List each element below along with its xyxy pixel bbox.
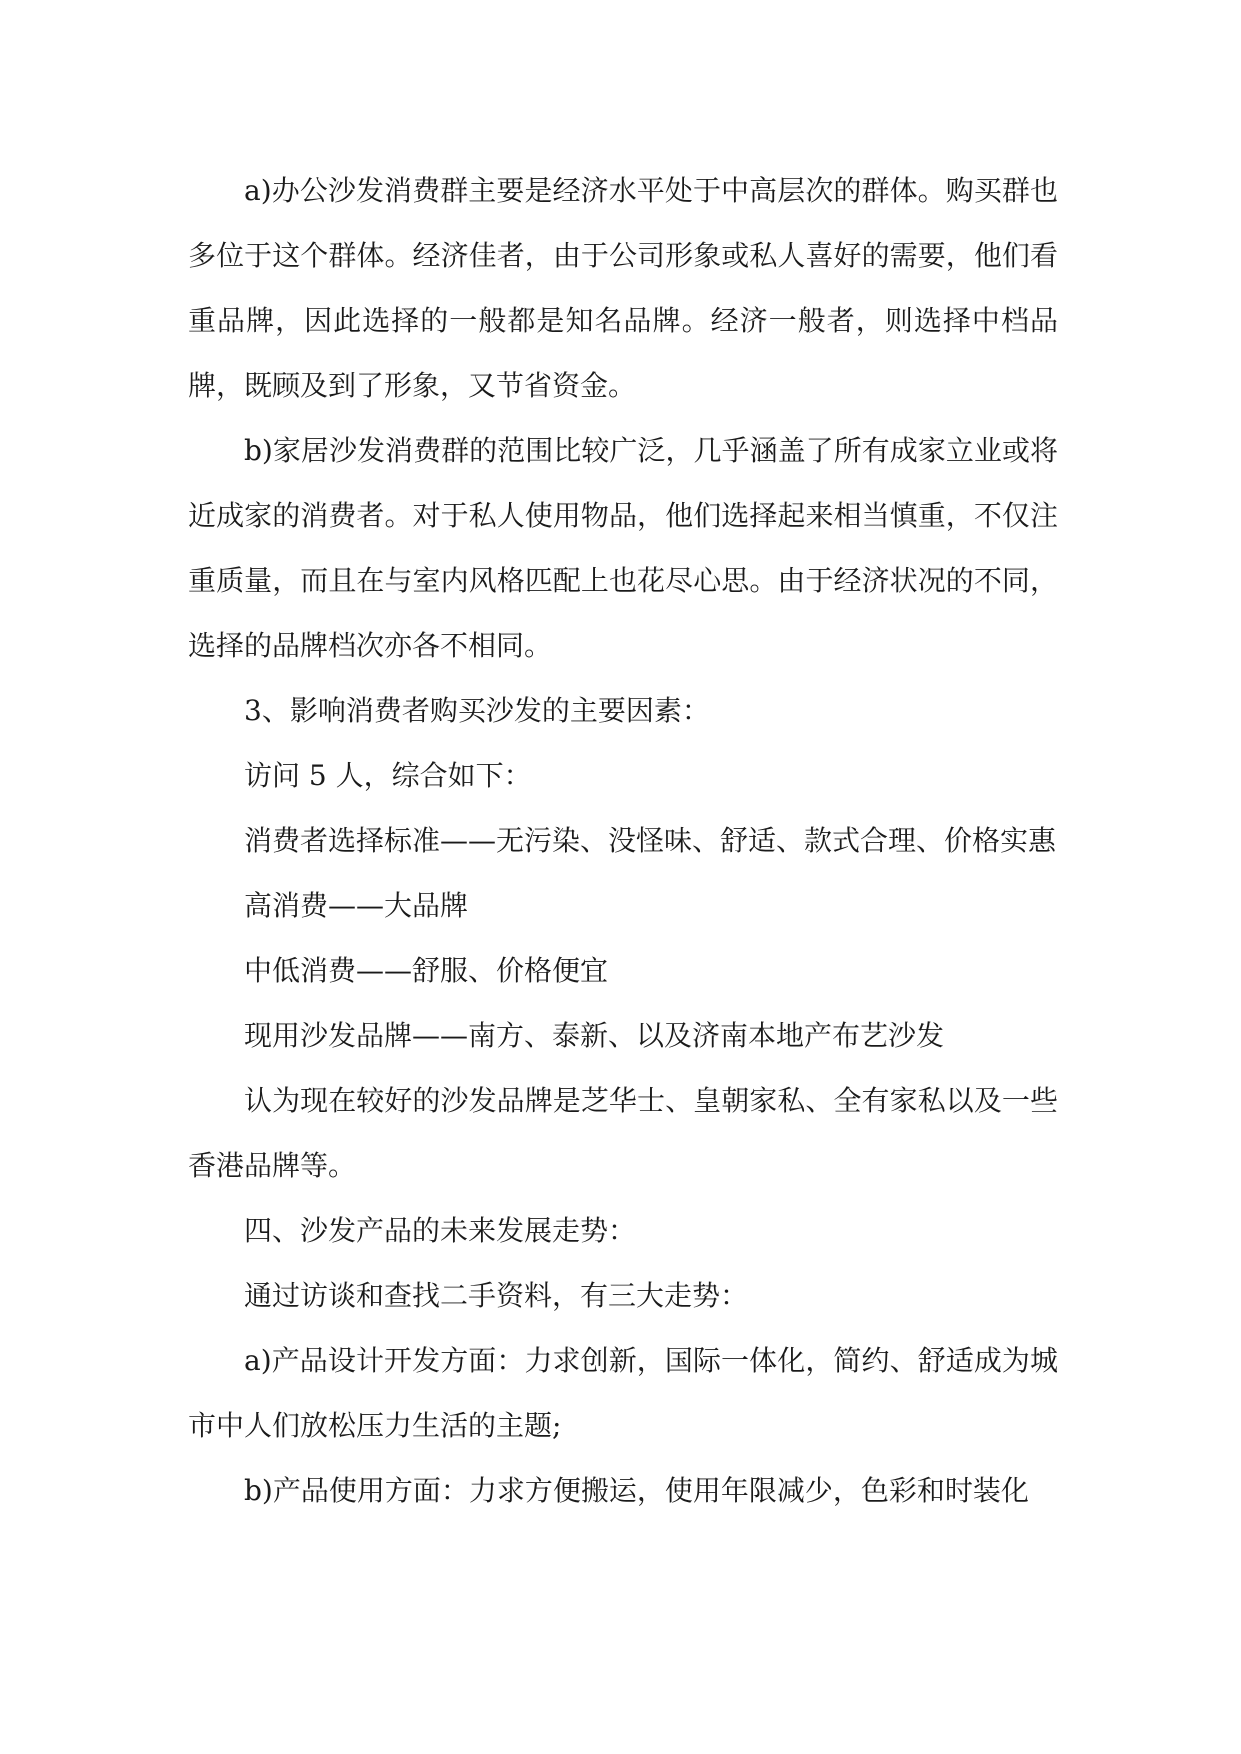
paragraph-trend-design: a)产品设计开发方面：力求创新，国际一体化，简约、舒适成为城市中人们放松压力生活的主题; bbox=[188, 1344, 1058, 1442]
paragraph-good-brands: 认为现在较好的沙发品牌是芝华士、皇朝家私、全有家私以及一些香港品牌等。 bbox=[188, 1084, 1058, 1182]
paragraph-three-trends: 通过访谈和查找二手资料，有三大走势： bbox=[244, 1279, 749, 1312]
document-body bbox=[188, 158, 1058, 1523]
paragraph-future-trends-heading: 四、沙发产品的未来发展走势： bbox=[244, 1214, 637, 1247]
paragraph-interview-summary: 访问 5 人，综合如下： bbox=[244, 759, 532, 792]
paragraph-trend-usage: b)产品使用方面：力求方便搬运，使用年限减少，色彩和时装化 bbox=[244, 1474, 1029, 1507]
paragraph-home-sofa-consumers: b)家居沙发消费群的范围比较广泛，几乎涵盖了所有成家立业或将近成家的消费者。对于私人使用物品，他们选择起来相当慎重，不仅注重质量，而且在与室内风格匹配上也花尽心思。由于经济状况的不同，选择的品牌档次亦各不相同。 bbox=[188, 434, 1058, 662]
paragraph-mid-low-consumption: 中低消费——舒服、价格便宜 bbox=[244, 954, 609, 987]
paragraph-office-sofa-consumers: a)办公沙发消费群主要是经济水平处于中高层次的群体。购买群也多位于这个群体。经济佳者，由于公司形象或私人喜好的需要，他们看重品牌，因此选择的一般都是知名品牌。经济一般者，则选择中档品牌，既顾及到了形象，又节省资金。 bbox=[188, 174, 1058, 402]
paragraph-high-consumption: 高消费——大品牌 bbox=[244, 889, 469, 922]
paragraph-selection-criteria: 消费者选择标准——无污染、没怪味、舒适、款式合理、价格实惠 bbox=[244, 824, 1057, 857]
paragraph-current-brands: 现用沙发品牌——南方、泰新、以及济南本地产布艺沙发 bbox=[244, 1019, 945, 1052]
paragraph-factors-heading: 3、影响消费者购买沙发的主要因素： bbox=[244, 694, 710, 727]
